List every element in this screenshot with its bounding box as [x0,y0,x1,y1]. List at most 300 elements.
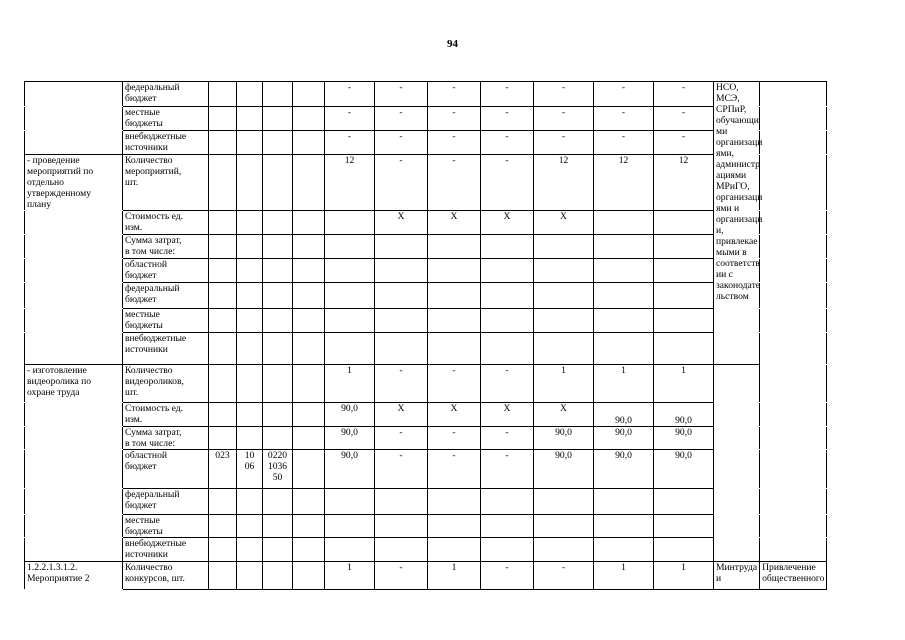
code-cell [263,155,293,211]
code-cell [209,211,237,235]
indicator-cell [123,515,209,538]
code-cell [263,283,293,309]
value-cell [654,259,714,283]
code-cell [293,450,325,489]
text-line: местные [125,107,160,118]
value-cell: - [594,82,654,107]
code-cell [237,427,263,450]
value-cell [325,309,375,333]
activity-cell [25,538,123,562]
value-cell [654,235,714,259]
text-line: ями и [716,203,740,214]
code-cell [237,365,263,403]
result-cell [760,515,827,538]
text-line: федеральный [125,283,180,294]
activity-cell [25,131,123,155]
text-line: Количество [125,155,173,166]
value-cell: 1 [594,562,654,590]
activity-cell [25,107,123,131]
text-line: ациями [716,170,747,181]
indicator-cell [123,235,209,259]
code-cell [237,450,263,489]
text-line: и, [716,225,724,236]
value-cell: 1 [325,562,375,590]
text-line: НСО, [716,82,739,93]
value-cell: 90,0 [654,403,714,427]
value-cell: Х [375,211,428,235]
code-cell [237,131,263,155]
text-line: мыми в [716,247,747,258]
value-cell [375,538,428,562]
value-cell: 1 [428,562,481,590]
value-cell [375,309,428,333]
indicator-cell [123,211,209,235]
code-cell [263,515,293,538]
activity-cell [25,365,123,403]
result-cell [760,235,827,259]
text-line: Стоимость ед. [125,211,184,222]
code-cell [237,538,263,562]
code-cell [237,309,263,333]
table-row [25,450,902,489]
code-cell [209,131,237,155]
value-cell [654,211,714,235]
text-line: шт. [125,177,139,188]
value-cell [594,333,654,365]
value-cell [428,489,481,515]
value-cell: 90,0 [654,427,714,450]
executors-cell [714,82,763,302]
value-cell: - [375,82,428,107]
page-number: 94 [447,38,458,50]
code-cell [209,107,237,131]
value-cell [594,515,654,538]
code-cell [293,283,325,309]
text-line: соответств [716,258,760,269]
executors-cell [714,333,760,365]
value-cell: Х [428,211,481,235]
value-cell [375,235,428,259]
value-cell [325,515,375,538]
value-cell: - [481,450,534,489]
value-cell: - [325,82,375,107]
value-cell [375,259,428,283]
value-cell [594,259,654,283]
code-cell [209,155,237,211]
code-cell [209,235,237,259]
value-cell: - [375,562,428,590]
value-cell [654,309,714,333]
value-cell [654,515,714,538]
result-cell [760,283,827,309]
activity-cell [25,450,123,489]
value-cell: 12 [654,155,714,211]
code-cell [237,82,263,107]
value-cell: - [375,450,428,489]
table-row [25,365,902,403]
indicator-cell [123,403,209,427]
activity-cell [25,427,123,450]
text-line: Мероприятие 2 [27,573,90,584]
value-cell: - [428,131,481,155]
text-line: общественного [762,573,825,584]
activity-cell [25,562,123,590]
indicator-cell [123,107,209,131]
text-line: ии с [716,269,733,280]
text-line: МСЭ, [716,93,740,104]
code-cell [237,211,263,235]
value-cell: - [534,562,594,590]
value-cell [654,333,714,365]
table-row [25,131,902,155]
indicator-cell [123,309,209,333]
table-row [25,309,902,333]
code-cell [263,450,293,489]
code-cell [237,562,263,590]
executors-cell [714,309,760,333]
table-row [25,515,902,538]
table-row [25,427,902,450]
result-cell [760,562,827,590]
result-cell [760,450,827,489]
activity-cell [25,259,123,283]
value-cell: - [375,155,428,211]
text-line: изм. [125,414,143,425]
value-cell: - [534,131,594,155]
table-row [25,235,902,259]
value-cell: 90,0 [534,450,594,489]
result-cell [760,107,827,131]
value-cell [325,259,375,283]
executors-cell [714,562,760,590]
table-row [25,562,902,590]
code-cell [237,283,263,309]
table-row [25,82,902,107]
code-cell [293,211,325,235]
executors-cell [714,450,760,489]
code-cell [293,403,325,427]
value-cell [534,538,594,562]
value-cell: - [428,155,481,211]
text-line: бюджет [125,500,157,511]
result-cell [760,427,827,450]
indicator-cell [123,82,209,107]
code-cell [293,515,325,538]
code-cell [293,235,325,259]
text-line: мероприятий по [27,166,94,177]
code-cell [263,365,293,403]
value-cell [375,333,428,365]
indicator-cell [123,538,209,562]
text-line: ями, [716,148,735,159]
indicator-cell [123,450,209,489]
value-cell: 12 [534,155,594,211]
code-cell [237,259,263,283]
text-line: охране труда [27,387,80,398]
value-cell [481,333,534,365]
value-cell [325,538,375,562]
indicator-cell [123,365,209,403]
code-cell [293,107,325,131]
code-cell [209,403,237,427]
text-line: внебюджетные [125,333,187,344]
result-cell [760,259,827,283]
value-cell [594,489,654,515]
value-cell: - [325,107,375,131]
text-line: организаци [716,137,763,148]
value-cell: - [428,365,481,403]
text-line: местные [125,515,160,526]
text-line: и [716,573,722,584]
code-cell [209,489,237,515]
code-cell [293,333,325,365]
value-cell [534,235,594,259]
value-cell [534,515,594,538]
text-line: Привлечение [762,562,816,573]
table-row [25,211,902,235]
value-cell [428,259,481,283]
text-line: 1036 [267,461,288,472]
code-cell [263,562,293,590]
code-cell [209,283,237,309]
value-cell [481,309,534,333]
text-line: 06 [244,461,255,472]
table-row [25,403,902,427]
text-line: организаци [716,214,763,225]
table-row [25,155,902,211]
result-cell [760,333,827,365]
text-line: видеоролика по [27,376,92,387]
code-cell [237,235,263,259]
text-line: - изготовление [27,365,87,376]
value-cell: - [534,107,594,131]
text-line: местные [125,309,160,320]
code-cell [209,309,237,333]
text-line: обучающи [716,115,759,126]
value-cell: - [375,131,428,155]
value-cell: 90,0 [534,427,594,450]
value-cell [325,333,375,365]
activity-cell [25,515,123,538]
table-row [25,107,902,131]
text-line: областной [125,259,168,270]
value-cell: 1 [654,562,714,590]
value-cell [481,259,534,283]
code-cell [237,403,263,427]
executors-cell [714,489,760,515]
text-line: областной [125,450,168,461]
indicator-cell [123,283,209,309]
result-cell [760,82,827,107]
code-cell [237,515,263,538]
text-line: Количество [125,365,173,376]
code-cell [293,365,325,403]
value-cell: 1 [594,365,654,403]
value-cell [481,283,534,309]
text-line: видеороликов, [125,376,184,387]
activity-cell [25,155,123,211]
value-cell [428,515,481,538]
value-cell [481,515,534,538]
text-line: Стоимость ед. [125,403,184,414]
value-cell: 90,0 [325,403,375,427]
indicator-cell [123,562,209,590]
code-cell [293,82,325,107]
value-cell: 12 [325,155,375,211]
result-cell [760,309,827,333]
code-cell [263,427,293,450]
executors-cell [714,403,760,427]
value-cell: - [428,107,481,131]
value-cell [654,489,714,515]
text-line: 1.2.2.1.3.1.2. [27,562,78,573]
code-cell [293,259,325,283]
text-line: утвержденному [27,188,92,199]
value-cell [534,489,594,515]
text-line: отдельно [27,177,64,188]
activity-cell [25,403,123,427]
value-cell: - [481,427,534,450]
text-line: организаци [716,192,763,203]
text-line: 023 [215,450,230,461]
text-line: бюджет [125,270,157,281]
value-cell: Х [428,403,481,427]
value-cell [325,211,375,235]
code-cell [293,538,325,562]
code-cell [237,107,263,131]
value-cell [325,489,375,515]
text-line: мероприятий, [125,166,182,177]
text-line: в том числе: [125,438,176,449]
code-cell [209,365,237,403]
text-line: бюджет [125,294,157,305]
text-line: Сумма затрат, [125,235,182,246]
value-cell: - [428,82,481,107]
text-line: МРиГО, [716,181,750,192]
value-cell [375,283,428,309]
budget-table [24,81,902,590]
value-cell: 90,0 [654,450,714,489]
indicator-cell [123,333,209,365]
result-cell [760,365,827,403]
code-cell [293,131,325,155]
value-cell: - [325,131,375,155]
value-cell: - [428,427,481,450]
value-cell: - [654,82,714,107]
value-cell: 1 [654,365,714,403]
text-line: 10 [244,450,255,461]
code-cell [263,333,293,365]
value-cell: - [375,107,428,131]
text-line: ми [716,126,728,137]
value-cell [428,538,481,562]
code-cell [209,515,237,538]
result-cell [760,155,827,211]
text-line: Минтруда [716,562,758,573]
text-line: - проведение [27,155,80,166]
value-cell [654,283,714,309]
text-line: СРПиР, [716,104,747,115]
indicator-cell [123,489,209,515]
value-cell: - [594,107,654,131]
text-line: плану [27,199,52,210]
value-cell: - [481,131,534,155]
table-row [25,538,902,562]
text-line: 0220 [267,450,288,461]
value-cell [534,309,594,333]
value-cell: Х [534,211,594,235]
value-cell: 12 [594,155,654,211]
indicator-cell [123,427,209,450]
value-cell: - [375,365,428,403]
text-line: бюджеты [125,526,163,537]
value-cell: - [654,107,714,131]
text-line: бюджет [125,93,157,104]
value-cell: Х [375,403,428,427]
code-cell [293,562,325,590]
text-line: бюджет [125,461,157,472]
code-cell [263,107,293,131]
code-cell [263,403,293,427]
value-cell: Х [534,403,594,427]
code-cell [263,309,293,333]
value-cell [594,235,654,259]
text-line: конкурсов, шт. [125,573,185,584]
text-line: внебюджетные [125,131,187,142]
value-cell: Х [481,211,534,235]
code-cell [209,82,237,107]
value-cell: 1 [325,365,375,403]
value-cell: - [654,131,714,155]
value-cell [325,235,375,259]
value-cell [481,538,534,562]
code-cell [209,450,237,489]
indicator-cell [123,155,209,211]
code-cell [293,427,325,450]
code-cell [263,538,293,562]
value-cell: 90,0 [325,450,375,489]
value-cell [375,515,428,538]
code-cell [263,82,293,107]
value-cell [534,283,594,309]
executors-cell [714,538,760,562]
value-cell [428,283,481,309]
text-line: администр [716,159,760,170]
value-cell: 90,0 [594,403,654,427]
value-cell: 90,0 [325,427,375,450]
code-cell [209,259,237,283]
result-cell [760,131,827,155]
activity-cell [25,309,123,333]
value-cell [325,283,375,309]
text-line: источники [125,142,168,153]
text-line: источники [125,549,168,560]
code-cell [263,259,293,283]
code-cell [263,131,293,155]
text-line: шт. [125,387,139,398]
value-cell [594,283,654,309]
text-line: бюджеты [125,118,163,129]
value-cell: - [375,427,428,450]
value-cell: - [481,107,534,131]
executors-cell [714,427,760,450]
value-cell [594,538,654,562]
text-line: Сумма затрат, [125,427,182,438]
code-cell [263,489,293,515]
activity-cell [25,283,123,309]
value-cell [375,489,428,515]
executors-cell [714,515,760,538]
